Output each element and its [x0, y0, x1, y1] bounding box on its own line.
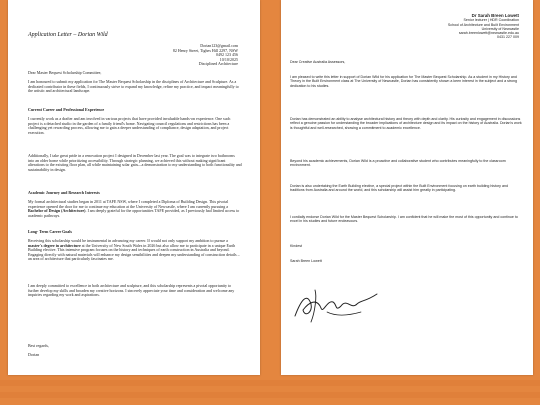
background-stripe [0, 380, 540, 386]
paragraph: I cordially endorse Dorian Wild for the Master Bequest Scholarship. I am confident that he will make the most of this opportunity and continue to excel in his studies and future endeavours. [290, 215, 518, 224]
paragraph: Beyond his academic achievements, Dorian Wild is a proactive and collaborative student who contributes meaningfully to the classroom environment. [290, 159, 506, 168]
sender-address: 82 Henry Street, Tighes Hill 2297, NSW [172, 47, 238, 53]
referee-school: School of Architecture and Built Environment [447, 22, 519, 27]
salutation: Dear Master Bequest Scholarship Committee, [28, 70, 102, 75]
salutation: Dear Creative Australia Assessors, [290, 60, 346, 64]
handwritten-signature [291, 282, 381, 326]
reference-letter-page [281, 0, 533, 375]
degree-name: master's degree in architecture [28, 242, 81, 248]
sender-date: 10/10/2025 [219, 56, 238, 62]
paragraph [28, 239, 242, 262]
referee-email: sarah.breenlowett@newcastle.edu.au [458, 31, 519, 36]
paragraph: I currently work as a drafter and am involved in various projects that have provided invaluable hands-on experience. One such project is a detached studio in the garden of a family friend's home. Navigating council regulations and restrictions has been a challenging yet rewarding process, allowing me to gain a deeper understanding of compliance, design adaptation, and project execution. [28, 116, 231, 135]
section-heading: Current Career and Professional Experience [28, 107, 105, 112]
sender-email: Dorian123@gmail.com [200, 43, 238, 48]
paragraph-text: Receiving this scholarship would be instrumental in advancing my career. If would not only support my ambition to pursue a [28, 238, 228, 243]
referee-block [359, 14, 519, 40]
referee-university: University of Newcastle [481, 26, 519, 31]
paragraph-text: My formal architectural studies began in 2011 at TAFE NSW, where I completed a Diploma of Building Design. This pivotal experience opened the door for me to continue my education at the University of Newcastle, where I am currently pursuing a [28, 199, 229, 209]
referee-phone: 0431 227 009 [497, 35, 519, 40]
background-stripe [0, 392, 540, 398]
sender-block [98, 44, 238, 67]
closing: Best regards, [28, 343, 49, 348]
sender-phone: 0492 123 456 [216, 52, 238, 58]
signature-name: Dorian [28, 352, 40, 357]
paragraph-text: . I am deeply grateful for the opportunities TAFE provided, as I previously had limited access to academic pathways. [28, 208, 240, 218]
paragraph: Additionally, I take great pride in a renovation project I designed in December last year. The goal was to integrate two bathrooms into an older home while prioritizing accessibility. Through strategic planning, we achieved this without making significant alterations to the existing floor plan, all while maintaining solar gain—a demonstration to my understanding to both functionality and sustainability in design. [28, 153, 242, 172]
paragraph-text: at the University of New South Wales in 2026 but also allow me to participate in a unique Earth Building elective. This intensive program focuses on the history and techniques of earth construction in Australia and beyond. Engaging directly with natural materials will enhance my design sensibilities and deepen my understanding of construction details – an area of architecture that particularly fascinates me. [28, 242, 240, 262]
signoff-name: Sarah Breen Lowett [290, 259, 322, 263]
referee-position: Senior lecturer | HDR Coordination [463, 18, 519, 23]
section-heading: Long- Term Career Goals [28, 229, 72, 234]
letter-title: Application Letter – Dorian Wild [28, 32, 108, 38]
intro-paragraph: I am honoured to submit my application for The Master Bequest Scholarship in the disciplines of Architecture and Sculpture. As a dedicated contributor in these fields, I continuously strive to expand my knowledge, refine my practice, and impact meaningfully to the artistic and architectural landscape. [28, 79, 239, 94]
section-heading: Academic Journey and Research Interests [28, 190, 100, 195]
paragraph: I am pleased to write this letter in support of Dorian Wild for his application for The Master Bequest Scholarship. As a student in my History and Theory in the Built Environment class at The University of Newcastle, Dorian has consistently shown a keen interest in the subject and a strong dedication to his studies. [290, 75, 518, 88]
paragraph: Dorian is also undertaking the Earth Building elective, a special project within the Built Environment focusing on earth building history and traditions from Australia and around the world, and this scholarship will assist him greatly in participating. [290, 184, 508, 193]
paragraph: Dorian has demonstrated an ability to analyse architectural history and theory with depth and clarity. His curiosity and engagement in discussions reflect a genuine passion for understanding the broader implications of architecture design and its impact on the history of Australia. Dorian's work is thoughtful and well-researched, showing a commitment to academic excellence. [290, 117, 522, 130]
paragraph [28, 200, 242, 218]
sender-discipline: Disciplined Architecture [198, 61, 238, 67]
degree-name: Bachelor of Design (Architecture) [28, 208, 86, 214]
paragraph: I am deeply committed to excellence in both architecture and sculpture, and this scholarship represents a pivotal opportunity to further develop my skills and broaden my creative horizons. I sincerely appreciate your time and consideration and welcome any inquiries regarding my work and aspirations. [28, 283, 235, 298]
closing: Kindest [290, 244, 302, 248]
application-letter-page [8, 0, 260, 375]
referee-name: Dr Sarah Breen Lowett [471, 13, 519, 18]
